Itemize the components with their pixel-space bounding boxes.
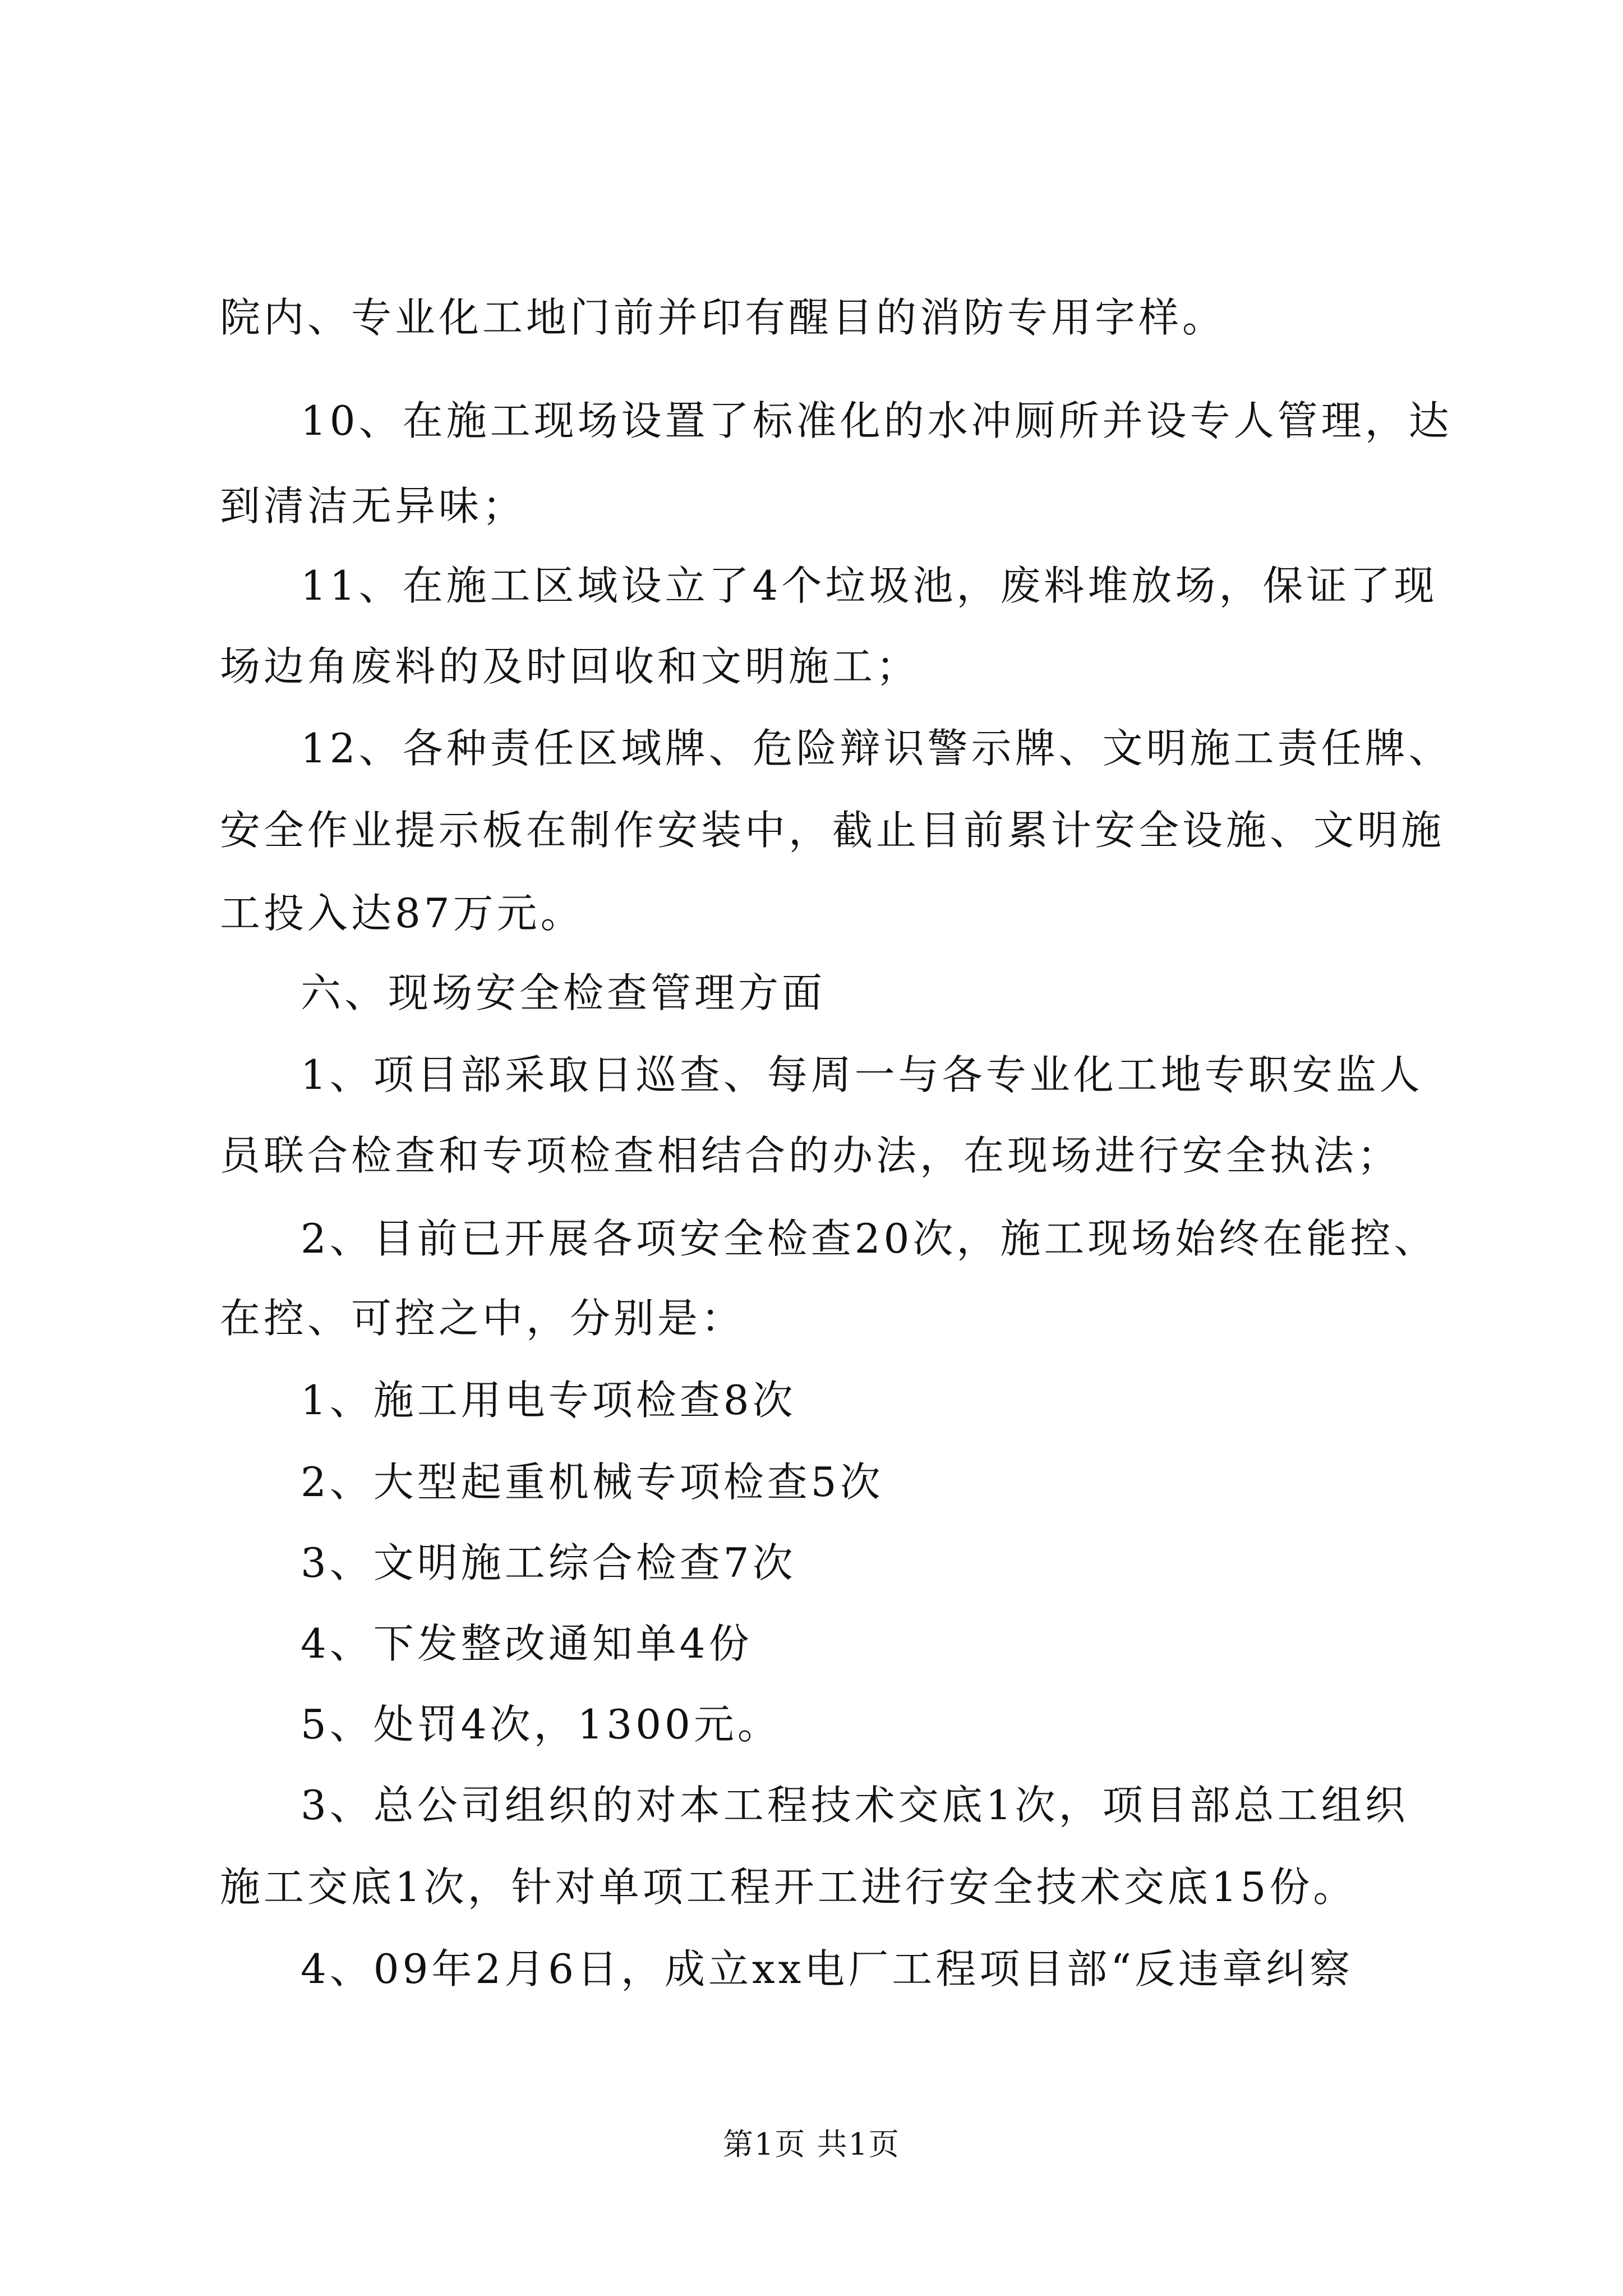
- text-line-1: 院内、专业化工地门前并印有醒目的消防专用字样。: [220, 294, 1227, 341]
- text-line-10: 1、项目部采取日巡查、每周一与各专业化工地专职安监人: [301, 1051, 1423, 1098]
- text-line-5: 场边角废料的及时回收和文明施工；: [220, 643, 920, 690]
- text-line-6: 12、各种责任区域牌、危险辩识警示牌、文明施工责任牌、: [301, 725, 1453, 772]
- text-line-3: 到清洁无异味；: [220, 482, 527, 530]
- text-line-11: 员联合检查和专项检查相结合的办法，在现场进行安全执法；: [220, 1132, 1401, 1179]
- text-line-12: 2、目前已开展各项安全检查20次，施工现场始终在能控、: [301, 1215, 1438, 1262]
- text-line-20: 施工交底1次，针对单项工程开工进行安全技术交底15份。: [220, 1864, 1357, 1911]
- text-line-8: 工投入达87万元。: [220, 890, 584, 937]
- page-footer: 第1页 共1页: [723, 2127, 900, 2162]
- text-line-21: 4、09年2月6日，成立xx电厂工程项目部“反违章纠察: [301, 1945, 1354, 1993]
- text-line-19: 3、总公司组织的对本工程技术交底1次，项目部总工组织: [301, 1782, 1409, 1829]
- text-line-13: 在控、可控之中，分别是：: [220, 1295, 745, 1342]
- list-item-4: 4、下发整改通知单4份: [301, 1620, 753, 1667]
- section-heading: 六、现场安全检查管理方面: [301, 969, 826, 1016]
- list-item-5: 5、处罚4次，1300元。: [301, 1701, 781, 1748]
- list-item-1: 1、施工用电专项检查8次: [301, 1377, 796, 1424]
- text-line-2: 10、在施工现场设置了标准化的水冲厕所并设专人管理，达: [301, 397, 1453, 444]
- list-item-3: 3、文明施工综合检查7次: [301, 1539, 796, 1586]
- text-line-7: 安全作业提示板在制作安装中，截止目前累计安全设施、文明施: [220, 807, 1445, 854]
- text-line-4: 11、在施工区域设立了4个垃圾池，废料堆放场，保证了现: [301, 562, 1438, 609]
- list-item-2: 2、大型起重机械专项检查5次: [301, 1458, 884, 1506]
